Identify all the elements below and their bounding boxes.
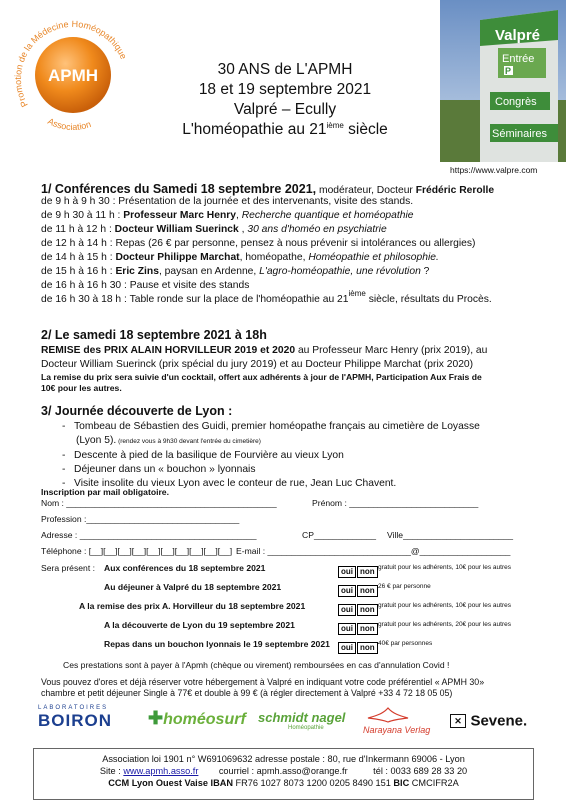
yes-no-toggle[interactable]: oui non	[338, 637, 379, 655]
svg-text:Association: Association	[46, 115, 93, 133]
section3-heading: 3/ Journée découverte de Lyon :	[41, 404, 233, 418]
yes-no-toggle[interactable]: oui non	[338, 618, 379, 636]
yes-no-toggle[interactable]: oui non	[338, 580, 379, 598]
valpre-url: https://www.valpre.com	[450, 165, 538, 175]
schedule-item: de 11 h à 12 h : Docteur William Suerinck , 30 ans d'homéo en psychiatrie	[41, 224, 387, 235]
header-line-1: 30 ANS de L'APMH	[217, 61, 353, 78]
event-header	[150, 60, 420, 140]
list-item: - Déjeuner dans un « bouchon » lyonnais	[62, 464, 256, 475]
svg-text:Séminaires: Séminaires	[492, 128, 548, 140]
site-link[interactable]: www.apmh.asso.fr	[123, 766, 199, 776]
list-item: - Visite insolite du vieux Lyon avec le conteur de rue, Jean Luc Chavent.	[62, 478, 397, 489]
schedule-item: de 14 h à 15 h : Docteur Philippe Marchat, homéopathe, Homéopathie et philosophie.	[41, 252, 439, 263]
adresse-field[interactable]: Adresse : _____________________________________	[41, 530, 257, 540]
sevene-icon: ✕	[450, 714, 466, 728]
svg-text:Entrée: Entrée	[502, 53, 535, 65]
yes-no-toggle[interactable]: oui non	[338, 561, 379, 579]
logo-ring-text: Promotion de la Médecine Homéopathique	[12, 18, 129, 109]
section1-schedule	[41, 195, 492, 307]
sponsor-schmidt-nagel: schmidt nagel Homéopathie	[258, 710, 346, 731]
yes-no-toggle[interactable]: oui non	[338, 599, 379, 617]
apmh-logo	[8, 10, 138, 140]
ville-field[interactable]: Ville_______________________	[387, 530, 514, 540]
schedule-item: de 12 h à 14 h : Repas (26 € par personne, pensez à nous prévenir si intolérances ou allergies)	[41, 238, 476, 249]
schedule-item: de 9 h à 9 h 30 : Présentation de la journée et des intervenants, visite des stands.	[41, 196, 414, 207]
schedule-item: de 16 h 30 à 18 h : Table ronde sur la place de l'homéopathie au 21ième siècle, résultats du Procès.	[41, 289, 492, 305]
valpre-photo	[440, 0, 566, 162]
section2-heading: 2/ Le samedi 18 septembre 2021 à 18h	[41, 328, 267, 342]
profession-field[interactable]: Profession :________________________________	[41, 514, 240, 524]
payment-note: Ces prestations sont à payer à l'Apmh (chèque ou virement) remboursées en cas d'annulation Covid !	[63, 660, 450, 670]
schedule-item: de 15 h à 16 h : Eric Zins, paysan en Ardenne, L'agro-homéopathie, une révolution ?	[41, 266, 430, 277]
sponsor-narayana: Narayana Verlag	[363, 706, 430, 735]
nom-field[interactable]: Nom : ____________________________________________	[41, 498, 277, 508]
header-line-3: Valpré – Ecully	[233, 101, 337, 118]
list-item: - Tombeau de Sébastien des Guidi, premier homéopathe français au cimetière de Loyasse	[62, 421, 480, 432]
present-label: Sera présent :	[41, 563, 95, 573]
prenom-field[interactable]: Prénom : ___________________________	[312, 498, 479, 508]
schedule-item: de 9 h 30 à 11 h : Professeur Marc Henry, Recherche quantique et homéopathie	[41, 210, 414, 221]
cp-field[interactable]: CP_____________	[302, 530, 377, 540]
list-item: - Descente à pied de la basilique de Fourvière au vieux Lyon	[62, 450, 344, 461]
sponsor-homeosurf: ✚homéosurf	[148, 708, 246, 728]
schedule-item: de 16 h à 16 h 30 : Pause et visite des stands	[41, 280, 250, 291]
header-line-2: 18 et 19 septembre 2021	[198, 81, 372, 98]
telephone-field[interactable]: Téléphone : [__][__][__][__][__][__][__][__][__][__]	[41, 546, 233, 556]
svg-text:P: P	[505, 66, 512, 76]
email-field[interactable]: E-mail : ______________________________@___________________	[236, 546, 511, 556]
logo-text: APMH	[47, 66, 99, 85]
svg-text:Valpré: Valpré	[495, 27, 541, 44]
svg-text:Congrès: Congrès	[495, 96, 537, 108]
sponsor-sevene: ✕ Sevene.	[450, 712, 527, 730]
section2-body: REMISE des PRIX ALAIN HORVILLEUR 2019 et 2020 au Professeur Marc Henry (prix 2019), au Docteur William Suerinck (prix spécial du jury 2019) et au Docteur Philippe Marchat (prix 2020) La remise du prix sera suivie d'un cocktail, offert aux adhérents à jour de l'APMH, Participation Aux Frais de 10€ pour les autres.	[41, 345, 488, 393]
hotel-info: Vous pouvez d'ores et déjà réserver votre hébergement à Valpré en indiquant votre code préférentiel « APMH 30» chambre et petit déjeuner Single à 77€ et double à 99 € (à régler directement à Valpré +33 4 72 18 05 05)	[41, 677, 485, 698]
sponsor-boiron: LABORATOIRES BOIRON	[38, 705, 112, 730]
list-item-cont: (Lyon 5). (rendez vous à 9h30 devant l'entrée du cimetière)	[76, 435, 261, 446]
footer-box: Association loi 1901 n° W691069632 adresse postale : 80, rue d'Inkermann 69006 - Lyon Site : www.apmh.asso.fr courriel : apmh.asso@orange.fr tél : 0033 689 28 33 20 CCM Lyon Ouest Vaise IBAN FR76 1027 8073 1200 0205 8490 151 BIC CMCIFR2A	[33, 748, 534, 800]
header-line-4: L'homéopathie au 21ième siècle	[182, 121, 388, 138]
section3-list	[62, 420, 480, 491]
form-heading: Inscription par mail obligatoire.	[41, 487, 169, 497]
section1-heading: 1/ Conférences du Samedi 18 septembre 2021, modérateur, Docteur Frédéric Rerolle	[41, 182, 495, 196]
